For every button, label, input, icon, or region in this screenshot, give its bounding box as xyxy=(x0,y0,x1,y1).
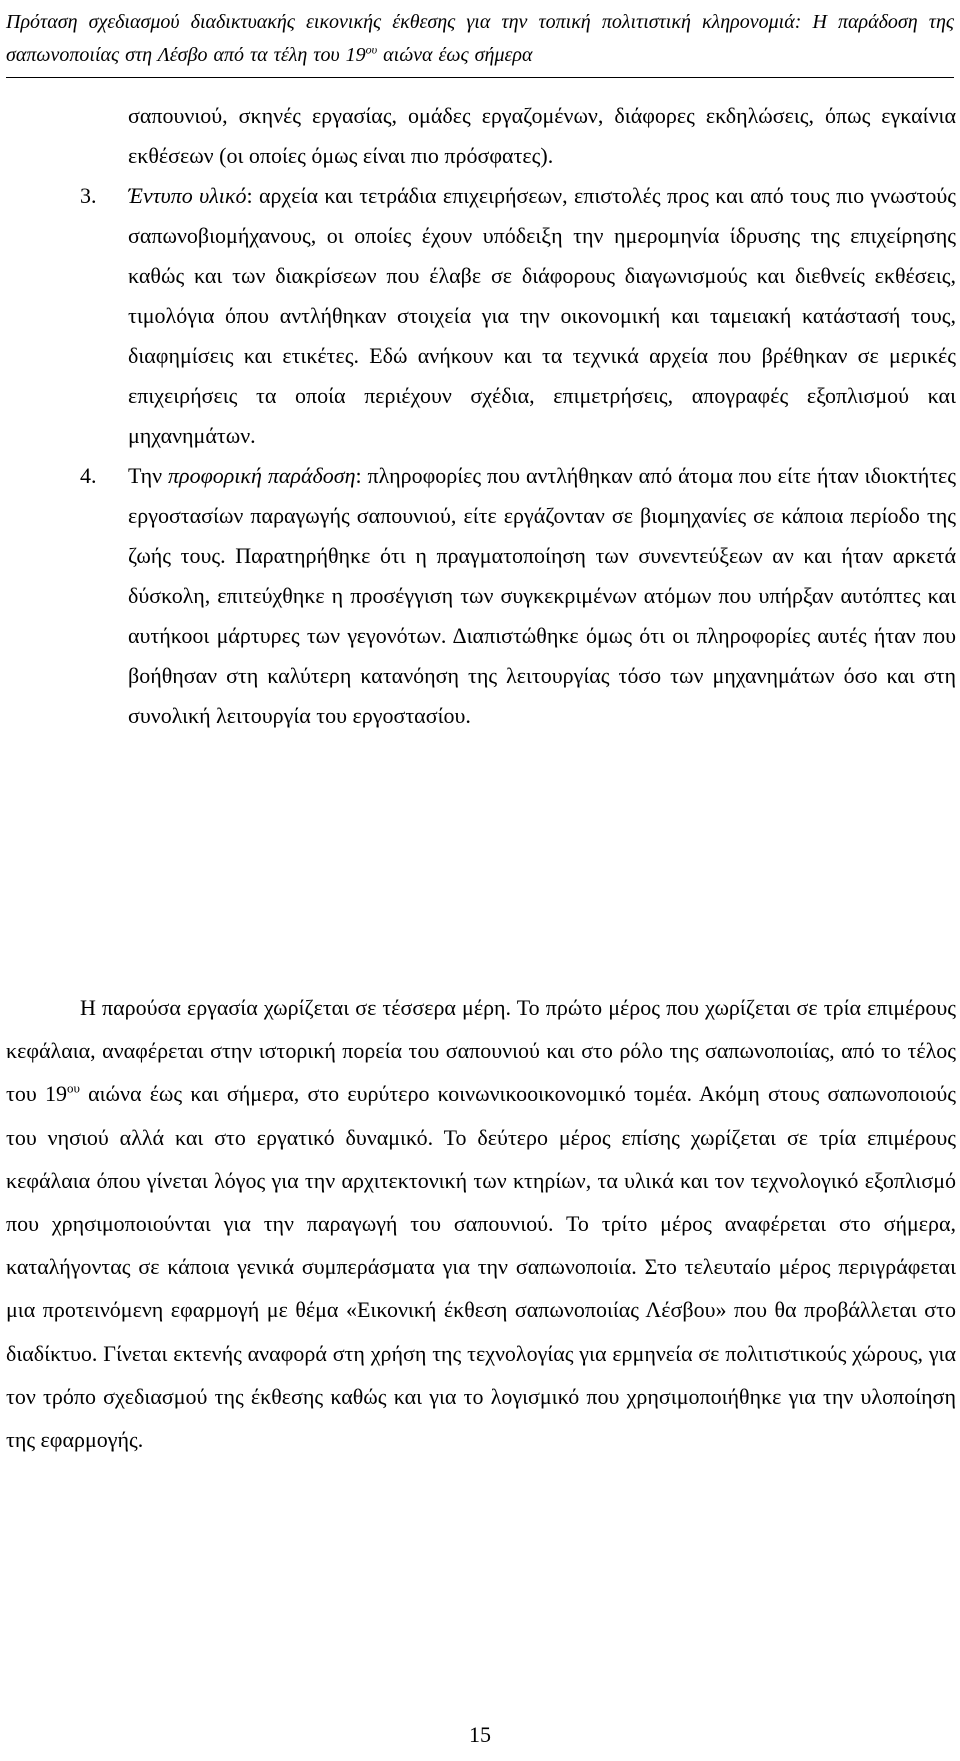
body-paragraph xyxy=(6,986,956,1461)
source-list xyxy=(80,96,956,736)
paragraph-text: Η παρούσα εργασία χωρίζεται σε τέσσερα μέρη. Το πρώτο μέρος που χωρίζεται σε τρία επιμέρους κεφάλαια, αναφέρεται στην ιστορική πορεία του σαπουνιού και στο ρόλο της σαπωνοποιίας, από το τέλος του 19 xyxy=(6,995,956,1107)
paragraph-text-end: αιώνα έως και σήμερα, στο ευρύτερο κοινωνικοοικονομικό τομέα. Ακόμη στους σαπωνοποιούς του νησιού αλλά και στο εργατικό δυναμικό. Το δεύτερο μέρος επίσης χωρίζεται σε τρία επιμέρους κεφάλαια όπου γίνεται λόγος για την αρχιτεκτονική των κτηρίων, τα υλικά και τον τεχνολογικό εξοπλισμό που χρησιμοποιούνται για την παραγωγή του σαπουνιού. Το τρίτο μέρος αναφέρεται στο σήμερα, καταλήγοντας σε κάποια γενικά συμπεράσματα για την σαπωνοποιία. Στο τελευταίο μέρος περιγράφεται μια προτεινόμενη εφαρμογή με θέμα «Εικονική έκθεση σαπωνοποιίας Λέσβου» που θα προβάλλεται στο διαδίκτυο. Γίνεται εκτενής αναφορά στη χρήση της τεχνολογίας για ερμηνεία σε πολιτιστικούς χώρους, για τον τρόπο σχεδιασμού της έκθεσης καθώς και για το λογισμικό που χρησιμοποιήθηκε για την υλοποίηση της εφαρμογής. xyxy=(6,1081,957,1453)
list-text: : πληροφορίες που αντλήθηκαν από άτομα που είτε ήταν ιδιοκτήτες εργοστασίων παραγωγής σαπουνιού, είτε εργάζονταν σε βιομηχανίες σε κάποια περίοδο της ζωής τους. Παρατηρήθηκε ότι η πραγματοποίηση των συνεντεύξεων αν και ήταν αρκετά δύσκολη, επιτεύχθηκε η προσέγγιση των συγκεκριμένων ατόμων που υπήρξαν αυτόπτες και αυτήκοοι μάρτυρες των γεγονότων. Διαπιστώθηκε όμως ότι οι πληροφορίες αυτές ήταν που βοήθησαν στη καλύτερη κατανόηση της λειτουργίας τόσο των μηχανημάτων όσο και στη συνολική λειτουργία του εργοστασίου. xyxy=(128,463,956,728)
list-number: 4. xyxy=(80,463,97,488)
list-term: Έντυπο υλικό xyxy=(128,183,247,208)
list-term: προφορική παράδοση xyxy=(168,463,356,488)
list-item-continuation: σαπουνιού, σκηνές εργασίας, ομάδες εργαζομένων, διάφορες εκδηλώσεις, όπως εγκαίνια εκθέσεων (οι οποίες όμως είναι πιο πρόσφατες). xyxy=(128,103,956,168)
header-superscript: ου xyxy=(365,42,378,57)
header-rule xyxy=(6,77,954,78)
running-header xyxy=(6,6,954,72)
header-text: Πρόταση σχεδιασμού διαδικτυακής εικονικής έκθεσης για την τοπική πολιτιστική κληρονομιά: Η παράδοση της σαπωνοποιίας στη Λέσβο από τα τέλη του 19 xyxy=(6,11,954,66)
list-item-printed-material xyxy=(80,176,956,456)
page-number: 15 xyxy=(469,1722,491,1747)
header-text-end: αιώνα έως σήμερα xyxy=(377,44,533,66)
list-number: 3. xyxy=(80,183,97,208)
list-prefix: Την xyxy=(128,463,168,488)
list-text: : αρχεία και τετράδια επιχειρήσεων, επιστολές προς και από τους πιο γνωστούς σαπωνοβιομήχανους, οι οποίες έχουν υπόδειξη την ημερομηνία ίδρυσης της επιχείρησης καθώς και των διακρίσεων που έλαβε σε διάφορους διαγωνισμούς και διεθνείς εκθέσεις, τιμολόγια όπου αντλήθηκαν στοιχεία για την οικονομική και ταμειακή κατάστασή τους, διαφημίσεις και ετικέτες. Εδώ ανήκουν και τα τεχνικά αρχεία που βρέθηκαν σε μερικές επιχειρήσεις τα οποία περιέχουν σχέδια, επιμετρήσεις, απογραφές εξοπλισμού και μηχανημάτων. xyxy=(128,183,956,448)
list-item-oral-tradition xyxy=(80,456,956,736)
paragraph-superscript: ου xyxy=(66,1081,80,1097)
